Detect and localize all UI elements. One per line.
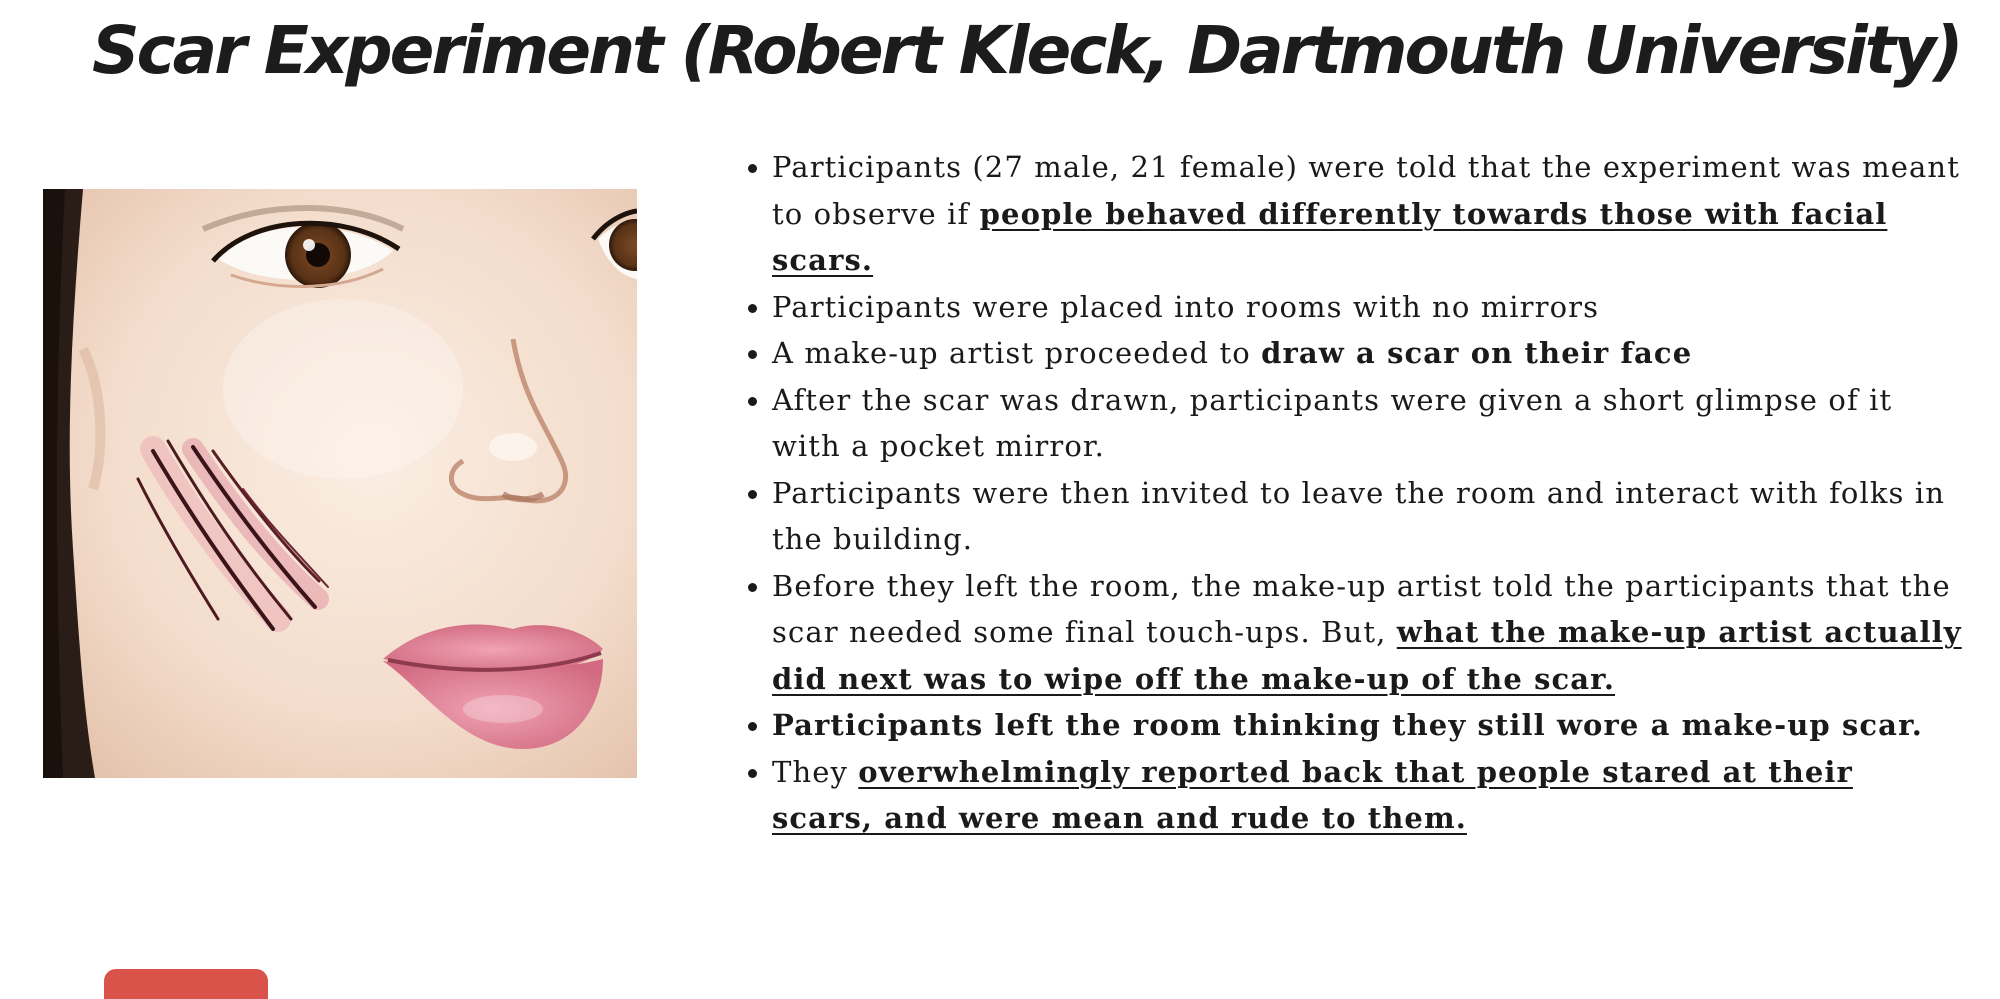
bullet-text: Participants (27 male, 21 female) were told that the experiment was meant to observe if xyxy=(772,150,1960,231)
bullet-item xyxy=(742,377,1964,470)
bullet-emphasis: overwhelmingly reported back that people stared at their scars, and were mean and rude to them. xyxy=(772,754,1853,835)
bullet-text: They xyxy=(772,754,859,789)
slide-title: Scar Experiment (Robert Kleck, Dartmouth University) xyxy=(92,12,1961,89)
bullet-item xyxy=(742,284,1964,331)
bullet-item xyxy=(742,330,1964,377)
bullet-text: Before they left the room, the make-up artist told the participants that the scar needed some final touch-ups. But, xyxy=(772,568,1951,649)
bullet-item xyxy=(742,702,1964,749)
bullet-item xyxy=(742,563,1964,703)
bullet-text: A make-up artist proceeded to xyxy=(772,336,1262,370)
bullet-text: Participants were then invited to leave the room and interact with folks in the building. xyxy=(772,475,1945,556)
bullet-item xyxy=(742,144,1964,284)
bullet-emphasis: draw a scar on their face xyxy=(1261,336,1693,370)
bullet-item xyxy=(742,470,1964,563)
red-tab-button[interactable] xyxy=(104,969,268,999)
bullet-item xyxy=(742,749,1964,842)
bullet-emphasis: people behaved differently towards those with facial scars. xyxy=(772,196,1888,277)
face-with-scar-photo xyxy=(43,189,637,778)
bullet-text: After the scar was drawn, participants were given a short glimpse of it with a pocket mirror. xyxy=(772,382,1893,463)
bullet-text: Participants left the room thinking they still wore a make-up scar. xyxy=(772,708,1923,742)
bullet-text: Participants were placed into rooms with no mirrors xyxy=(772,289,1600,324)
bullet-list xyxy=(742,144,1964,842)
bullet-emphasis: what the make-up artist actually did next was to wipe off the make-up of the scar. xyxy=(772,615,1962,696)
